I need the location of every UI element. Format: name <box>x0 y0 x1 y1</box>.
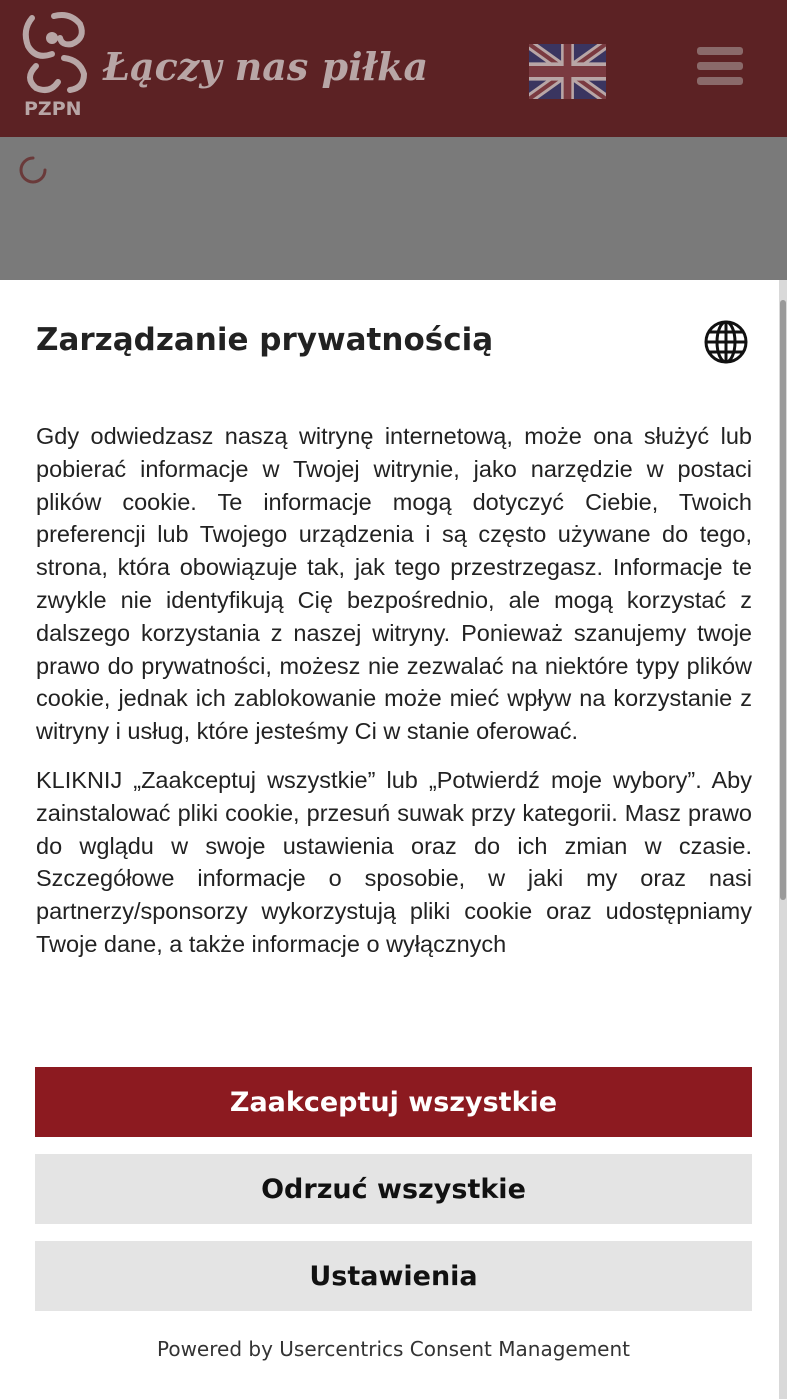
uk-flag-icon[interactable] <box>529 44 606 99</box>
accept-all-button[interactable]: Zaakceptuj wszystkie <box>35 1067 752 1137</box>
site-header <box>0 0 787 137</box>
hamburger-icon[interactable] <box>697 47 743 87</box>
consent-paragraph-2: KLIKNIJ „Zaakceptuj wszystkie” lub „Potwierdź moje wybory”. Aby zainstalować pliki cookie, przesuń suwak przy kategorii. Masz prawo do wglądu w swoje ustawienia oraz do ich zmian w czasie. Szczegółowe informacje o sposobie, w jaki my oraz nasi partnerzy/sponsorzy wykorzystują pliki cookie oraz udostępniamy Twoje dane, a także informacje o wyłącznych <box>36 766 752 957</box>
consent-description <box>36 420 752 1032</box>
globe-icon[interactable] <box>703 319 749 365</box>
dialog-title: Zarządzanie prywatnością <box>36 322 494 358</box>
reject-all-button[interactable]: Odrzuć wszystkie <box>35 1154 752 1224</box>
consent-paragraph-1: Gdy odwiedzasz naszą witrynę internetową, może ona służyć lub pobierać informacje w Twojej witrynie, jako narzędzie w postaci plików cookie. Te informacje mogą dotyczyć Ciebie, Twoich preferencji lub Twojego urządzenia i są często używane do tego, strona, która obowiązuje tak, jak tego przestrzegasz. Informacje te zwykle nie identyfikują Cię bezpośrednio, ale mogą korzystać z dalszego korzystania z naszej witryny. Ponieważ szanujemy twoje prawo do prywatności, możesz nie zezwalać na niektóre typy plików cookie, jednak ich zablokowanie może mieć wpływ na korzystanie z witryny i usług, które jesteśmy Ci w stanie oferować. <box>36 423 752 745</box>
loading-spinner-icon <box>18 155 48 185</box>
site-tagline: Łączy nas piłka <box>103 44 429 89</box>
logo-label: PZPN <box>24 98 82 120</box>
settings-button[interactable]: Ustawienia <box>35 1241 752 1311</box>
powered-by-link[interactable]: Powered by Usercentrics Consent Management <box>156 1337 631 1361</box>
page-scrollbar-thumb[interactable] <box>780 300 786 900</box>
